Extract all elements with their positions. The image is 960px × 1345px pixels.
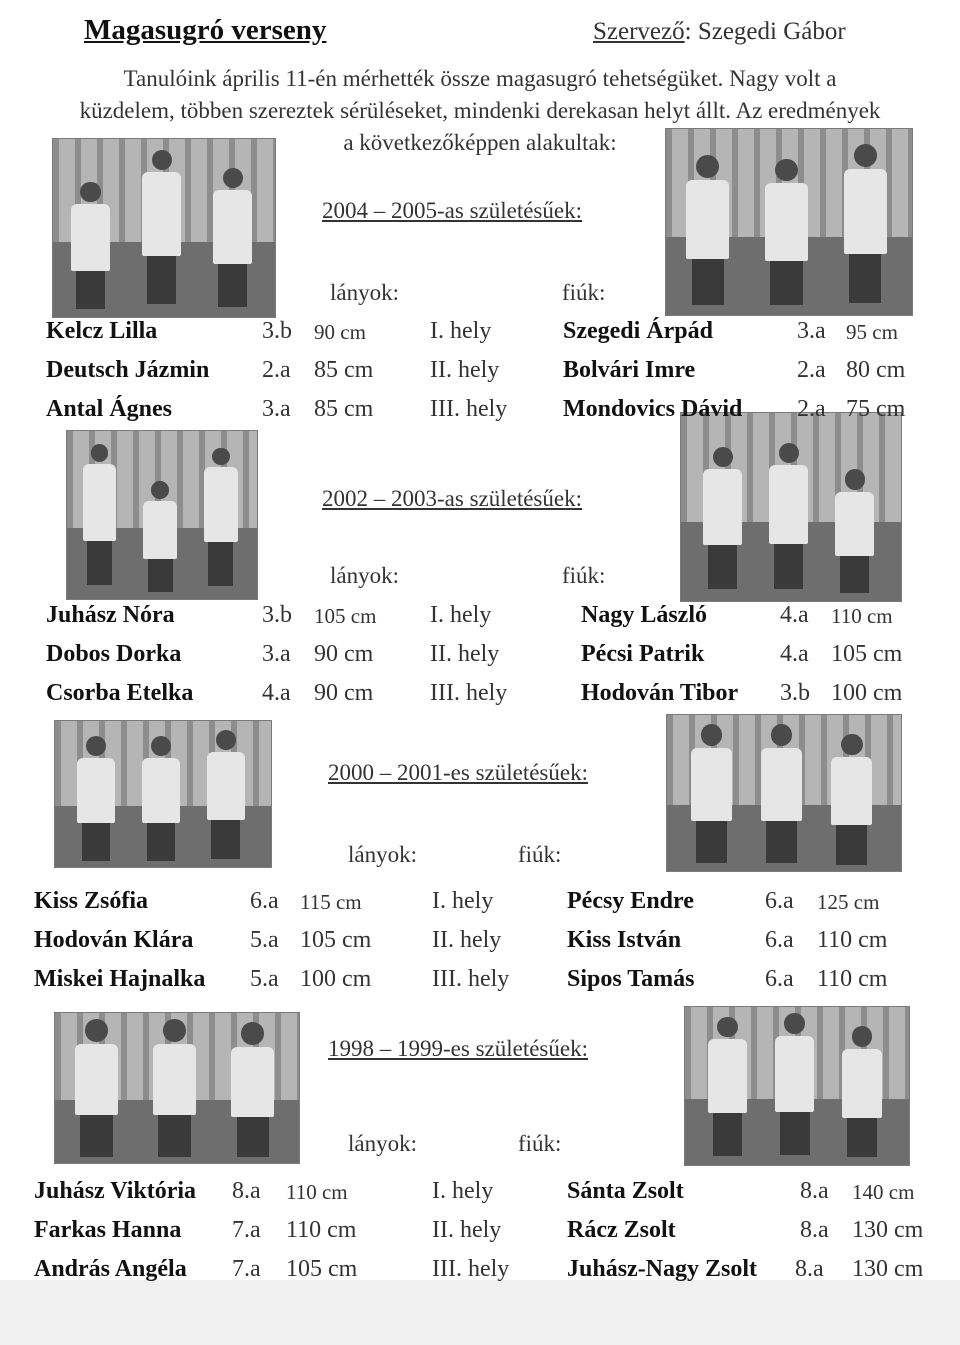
boy-height: 140 cm [852,1180,915,1204]
boy-class: 3.b [780,680,810,706]
girl-height: 105 cm [300,927,372,953]
girl-name: Juhász Nóra [46,602,175,628]
boys-label: fiúk: [562,563,606,588]
boy-class: 8.a [800,1217,829,1243]
boy-height: 130 cm [852,1256,924,1282]
boy-class: 4.a [780,602,809,628]
place: II. hely [430,641,500,667]
section-heading: 1998 – 1999-es születésűek: [328,1036,588,1061]
section-heading: 2000 – 2001-es születésűek: [328,760,588,785]
girl-class: 8.a [232,1178,261,1204]
photo-girls-1998-1999 [54,1012,300,1164]
boy-name: Kiss István [567,927,682,953]
girls-label: lányok: [330,280,399,305]
place: II. hely [430,357,500,383]
girl-class: 5.a [250,927,279,953]
boy-class: 6.a [765,966,794,992]
boy-height: 110 cm [817,966,888,992]
result-row [0,966,960,996]
place: III. hely [432,1256,510,1282]
result-row [0,927,960,957]
girl-height: 110 cm [286,1180,348,1204]
organizer-label: Szervező [593,18,685,45]
boy-class: 8.a [800,1178,829,1204]
organizer-line [593,18,846,46]
boy-class: 2.a [797,357,826,383]
intro-line-1: Tanulóink április 11-én mérhették össze magasugró tehetségüket. Nagy volt a [123,66,837,91]
girl-height: 85 cm [314,357,374,383]
girl-name: Hodován Klára [34,927,194,953]
girl-height: 90 cm [314,641,374,667]
result-row [0,641,960,671]
boy-height: 105 cm [831,641,903,667]
girl-class: 7.a [232,1256,261,1282]
girl-class: 3.a [262,641,291,667]
section-heading: 2002 – 2003-as születésűek: [322,486,582,511]
result-row [0,888,960,918]
result-row [0,1217,960,1247]
girl-name: Miskei Hajnalka [34,966,206,992]
photo-boys-1998-1999 [684,1006,910,1166]
intro-line-3: a következőképpen alakultak: [343,130,617,155]
girls-label: lányok: [348,842,417,867]
girl-name: Kelcz Lilla [46,318,158,344]
boy-height: 80 cm [846,357,906,383]
boy-name: Rácz Zsolt [567,1217,676,1243]
boy-name: Sánta Zsolt [567,1178,684,1204]
girl-name: Kiss Zsófia [34,888,149,914]
boy-height: 100 cm [831,680,903,706]
girl-name: Dobos Dorka [46,641,182,667]
girl-height: 85 cm [314,396,374,422]
result-row [0,396,960,426]
girl-name: Farkas Hanna [34,1217,182,1243]
organizer-name: : Szegedi Gábor [684,18,846,45]
girl-class: 3.b [262,602,292,628]
boy-height: 75 cm [846,396,906,422]
boy-name: Szegedi Árpád [563,318,713,344]
boy-class: 6.a [765,888,794,914]
place: I. hely [430,602,492,628]
girl-height: 90 cm [314,320,366,344]
girl-class: 3.a [262,396,291,422]
boy-name: Juhász-Nagy Zsolt [567,1256,758,1282]
boys-label: fiúk: [518,1131,562,1156]
place: I. hely [430,318,492,344]
girl-height: 105 cm [314,604,377,628]
place: III. hely [432,966,510,992]
place: I. hely [432,888,494,914]
boy-name: Sipos Tamás [567,966,695,992]
girl-height: 105 cm [286,1256,358,1282]
photo-boys-2002-2003 [680,412,902,602]
boy-height: 125 cm [817,890,880,914]
boy-height: 130 cm [852,1217,924,1243]
boy-height: 110 cm [831,604,893,628]
girl-height: 100 cm [300,966,372,992]
boy-class: 4.a [780,641,809,667]
boys-label: fiúk: [562,280,606,305]
girl-class: 5.a [250,966,279,992]
girl-name: András Angéla [34,1256,187,1282]
girl-class: 7.a [232,1217,261,1243]
girl-class: 2.a [262,357,291,383]
girl-height: 115 cm [300,890,362,914]
girl-name: Deutsch Jázmin [46,357,210,383]
result-row [0,680,960,710]
girl-height: 110 cm [286,1217,357,1243]
girl-name: Antal Ágnes [46,396,173,422]
boy-class: 2.a [797,396,826,422]
girls-label: lányok: [348,1131,417,1156]
boy-name: Mondovics Dávid [563,396,743,422]
boy-class: 3.a [797,318,826,344]
result-row [0,1256,960,1286]
boy-height: 95 cm [846,320,898,344]
photo-girls-2000-2001 [54,720,272,868]
photo-boys-2000-2001 [666,714,902,872]
place: III. hely [430,680,508,706]
girl-class: 3.b [262,318,292,344]
result-row [0,602,960,632]
place: I. hely [432,1178,494,1204]
page-bottom-margin [0,1280,960,1345]
result-row [0,357,960,387]
photo-girls-2004-2005 [52,138,276,318]
boy-class: 6.a [765,927,794,953]
boy-class: 8.a [795,1256,824,1282]
boy-name: Pécsy Endre [567,888,694,914]
boy-name: Bolvári Imre [563,357,696,383]
place: III. hely [430,396,508,422]
photo-boys-2004-2005 [665,128,913,316]
section-heading: 2004 – 2005-as születésűek: [322,198,582,223]
girl-height: 90 cm [314,680,374,706]
girl-name: Juhász Viktória [34,1178,197,1204]
boy-name: Nagy László [581,602,707,628]
page-title: Magasugró verseny [84,14,327,46]
result-row [0,1178,960,1208]
girl-class: 6.a [250,888,279,914]
boy-height: 110 cm [817,927,888,953]
place: II. hely [432,927,502,953]
result-row [0,318,960,348]
girl-class: 4.a [262,680,291,706]
girl-name: Csorba Etelka [46,680,194,706]
girls-label: lányok: [330,563,399,588]
photo-girls-2002-2003 [66,430,258,600]
intro-line-2: küzdelem, többen szereztek sérüléseket, mindenki derekasan helyt állt. Az eredmények [79,98,881,123]
boy-name: Hodován Tibor [581,680,739,706]
boy-name: Pécsi Patrik [581,641,705,667]
place: II. hely [432,1217,502,1243]
boys-label: fiúk: [518,842,562,867]
